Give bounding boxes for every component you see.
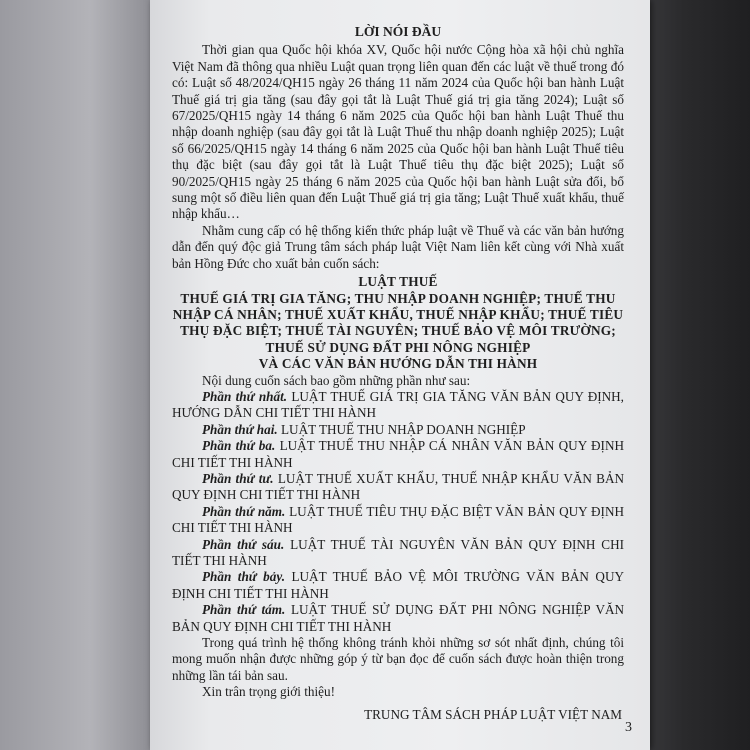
book-title-main: LUẬT THUẾ — [358, 274, 438, 290]
closing-paragraph: Trong quá trình hệ thống không tránh khỏi những sơ sót nhất định, chúng tôi mong muốn nhận được những góp ý từ bạn đọc để cuốn sách được hoàn thiện trong những lần tái bản sau. — [172, 635, 624, 683]
part-text: LUẬT THUẾ TÀI NGUYÊN VĂN BẢN QUY ĐỊNH CHI TIẾT THI HÀNH — [172, 536, 624, 568]
book-page — [150, 0, 650, 750]
part-item — [172, 537, 624, 570]
part-label: Phần thứ tư. — [202, 470, 274, 486]
part-item — [172, 504, 624, 537]
background-right — [640, 0, 750, 750]
part-label: Phần thứ bảy. — [202, 569, 285, 585]
page-content — [172, 24, 624, 723]
intro-paragraph: Thời gian qua Quốc hội khóa XV, Quốc hội nước Cộng hòa xã hội chủ nghĩa Việt Nam đã thông qua nhiều Luật quan trọng liên quan đến các luật về thuế trong đó có: Luật số 48/2024/QH15 ngày 26 tháng 11 năm 2024 của Quốc hội ban hành Luật Thuế giá trị gia tăng (sau đây gọi tắt là Luật Thuế giá trị gia tăng 2024); Luật số 67/2025/QH15 ngày 14 tháng 6 năm 2025 của Quốc hội ban hành Luật Thuế thu nhập doanh nghiệp (sau đây gọi tắt là Luật Thuế thu nhập doanh nghiệp 2025); Luật số 66/2025/QH15 ngày 14 tháng 6 năm 2025 của Quốc hội ban hành Luật Thuế tiêu thụ đặc biệt (sau đây gọi tắt là Luật Thuế tiêu thụ đặc biệt 2025); Luật số 90/2025/QH15 ngày 25 tháng 6 năm 2025 của Quốc hội ban hành Luật sửa đổi, bổ sung một số điều liên quan đến Luật Thuế giá trị gia tăng; Luật Thuế xuất khẩu, thuế nhập khẩu… — [172, 42, 624, 222]
part-text: LUẬT THUẾ GIÁ TRỊ GIA TĂNG VĂN BẢN QUY ĐỊNH, HƯỚNG DẪN CHI TIẾT THI HÀNH — [172, 388, 624, 421]
part-text: LUẬT THUẾ XUẤT KHẨU, THUẾ NHẬP KHẨU VĂN BẢN QUY ĐỊNH CHI TIẾT THI HÀNH — [172, 470, 624, 503]
purpose-paragraph: Nhằm cung cấp có hệ thống kiến thức pháp luật về Thuế và các văn bản hướng dẫn đến quý độc giả Trung tâm sách pháp luật Việt Nam liên kết cùng với Nhà xuất bản Hồng Đức cho xuất bản cuốn sách: — [172, 222, 624, 271]
background-left — [0, 0, 150, 750]
part-text: LUẬT THUẾ TIÊU THỤ ĐẶC BIỆT VĂN BẢN QUY ĐỊNH CHI TIẾT THI HÀNH — [172, 503, 624, 536]
book-title-guidance: VÀ CÁC VĂN BẢN HƯỚNG DẪN THI HÀNH — [258, 356, 538, 372]
contents-intro: Nội dung cuốn sách bao gồm những phần như sau: — [202, 372, 471, 388]
part-label: Phần thứ tám. — [202, 602, 286, 618]
part-label: Phần thứ ba. — [202, 438, 276, 454]
part-label: Phần thứ năm. — [202, 503, 286, 519]
greeting: Xin trân trọng giới thiệu! — [202, 684, 335, 700]
part-item — [172, 471, 624, 504]
page-number: 3 — [625, 720, 632, 735]
part-item — [172, 422, 624, 438]
part-label: Phần thứ hai. — [202, 421, 278, 437]
part-text: LUẬT THUẾ THU NHẬP DOANH NGHIỆP — [277, 421, 526, 437]
part-text: LUẬT THUẾ SỬ DỤNG ĐẤT PHI NÔNG NGHIỆP VĂN BẢN QUY ĐỊNH CHI TIẾT THI HÀNH — [172, 602, 625, 634]
part-label: Phần thứ sáu. — [202, 536, 285, 552]
part-label: Phần thứ nhất. — [202, 388, 288, 404]
part-item — [172, 602, 624, 635]
page-title: LỜI NÓI ĐẦU — [354, 24, 442, 39]
part-item — [172, 569, 624, 602]
book-title-subjects: THUẾ GIÁ TRỊ GIA TĂNG; THU NHẬP DOANH NGHIỆP; THUẾ THU NHẬP CÁ NHÂN; THUẾ XUẤT KHẨU, THUẾ NHẬP KHẨU; THUẾ TIÊU THỤ ĐẶC BIỆT; THUẾ TÀI NGUYÊN; THUẾ BẢO VỆ MÔI TRƯỜNG; THUẾ SỬ DỤNG ĐẤT PHI NÔNG NGHIỆP — [172, 290, 624, 355]
signature: TRUNG TÂM SÁCH PHÁP LUẬT VIỆT NAM — [364, 706, 622, 722]
part-text: LUẬT THUẾ THU NHẬP CÁ NHÂN VĂN BẢN QUY ĐỊNH CHI TIẾT THI HÀNH — [172, 438, 624, 470]
part-item — [172, 438, 624, 471]
part-text: LUẬT THUẾ BẢO VỆ MÔI TRƯỜNG VĂN BẢN QUY ĐỊNH CHI TIẾT THI HÀNH — [172, 569, 624, 601]
part-item — [172, 389, 624, 422]
